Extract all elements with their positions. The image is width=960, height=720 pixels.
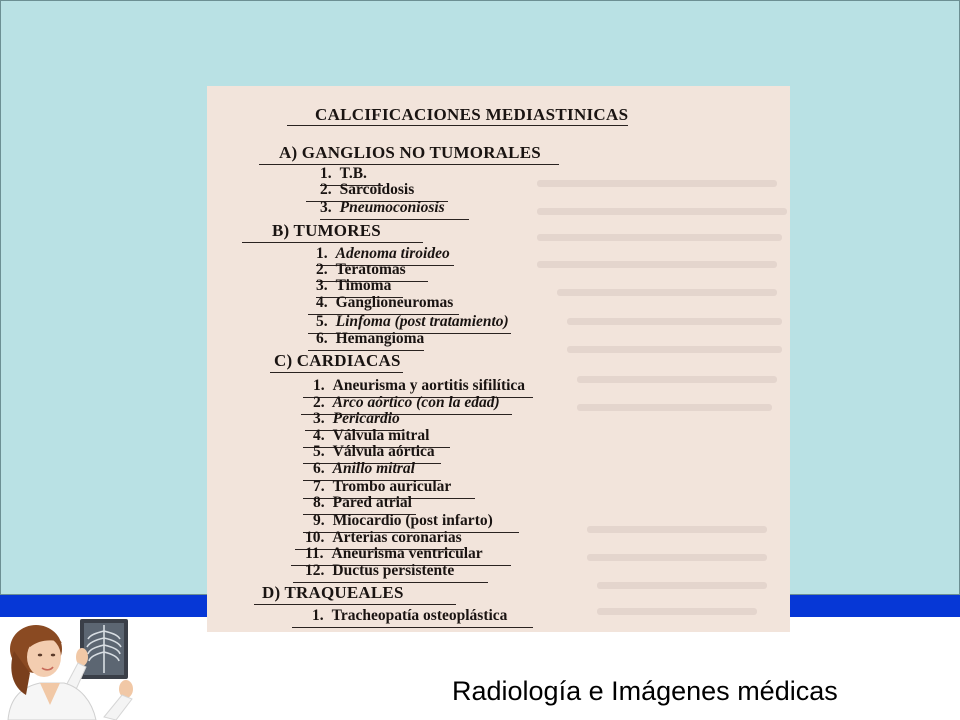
list-item: 5. Válvula aórtica <box>313 444 435 460</box>
section-heading-c: C) CARDIACAS <box>274 352 401 369</box>
list-item: 2. Sarcoidosis <box>320 182 414 198</box>
list-item: 12. Ductus persistente <box>305 563 454 579</box>
list-item: 2. Teratomas <box>316 262 406 278</box>
list-item: 1. Adenoma tiroideo <box>316 246 450 262</box>
list-item: 1. Aneurisma y aortitis sifilítica <box>313 378 525 394</box>
list-item: 4. Ganglioneuromas <box>316 295 453 311</box>
document-title: CALCIFICACIONES MEDIASTINICAS <box>315 106 628 123</box>
list-item: 5. Linfoma (post tratamiento) <box>316 314 509 330</box>
list-item: 11. Aneurisma ventricular <box>305 546 483 562</box>
scanned-document <box>207 86 790 632</box>
section-heading-b: B) TUMORES <box>272 222 381 239</box>
section-heading-a: A) GANGLIOS NO TUMORALES <box>279 144 541 161</box>
list-item: 2. Arco aórtico (con la edad) <box>313 395 500 411</box>
list-item: 6. Anillo mitral <box>313 461 415 477</box>
list-item: 8. Pared atrial <box>313 495 412 511</box>
section-heading-d: D) TRAQUEALES <box>262 584 404 601</box>
doctor-icon <box>0 617 156 720</box>
list-item: 3. Pericardio <box>313 411 400 427</box>
list-item: 7. Trombo auricular <box>313 479 451 495</box>
list-item: 1. T.B. <box>320 166 367 182</box>
list-item: 3. Pneumoconiosis <box>320 200 445 216</box>
list-item: 6. Hemangioma <box>316 331 424 347</box>
list-item: 3. Timoma <box>316 278 391 294</box>
list-item: 9. Miocardio (post infarto) <box>313 513 493 529</box>
list-item: 4. Válvula mitral <box>313 428 430 444</box>
list-item: 10. Arterias coronarias <box>305 530 462 546</box>
footer-title: Radiología e Imágenes médicas <box>452 676 838 706</box>
list-item: 1. Tracheopatía osteoplástica <box>312 608 507 624</box>
